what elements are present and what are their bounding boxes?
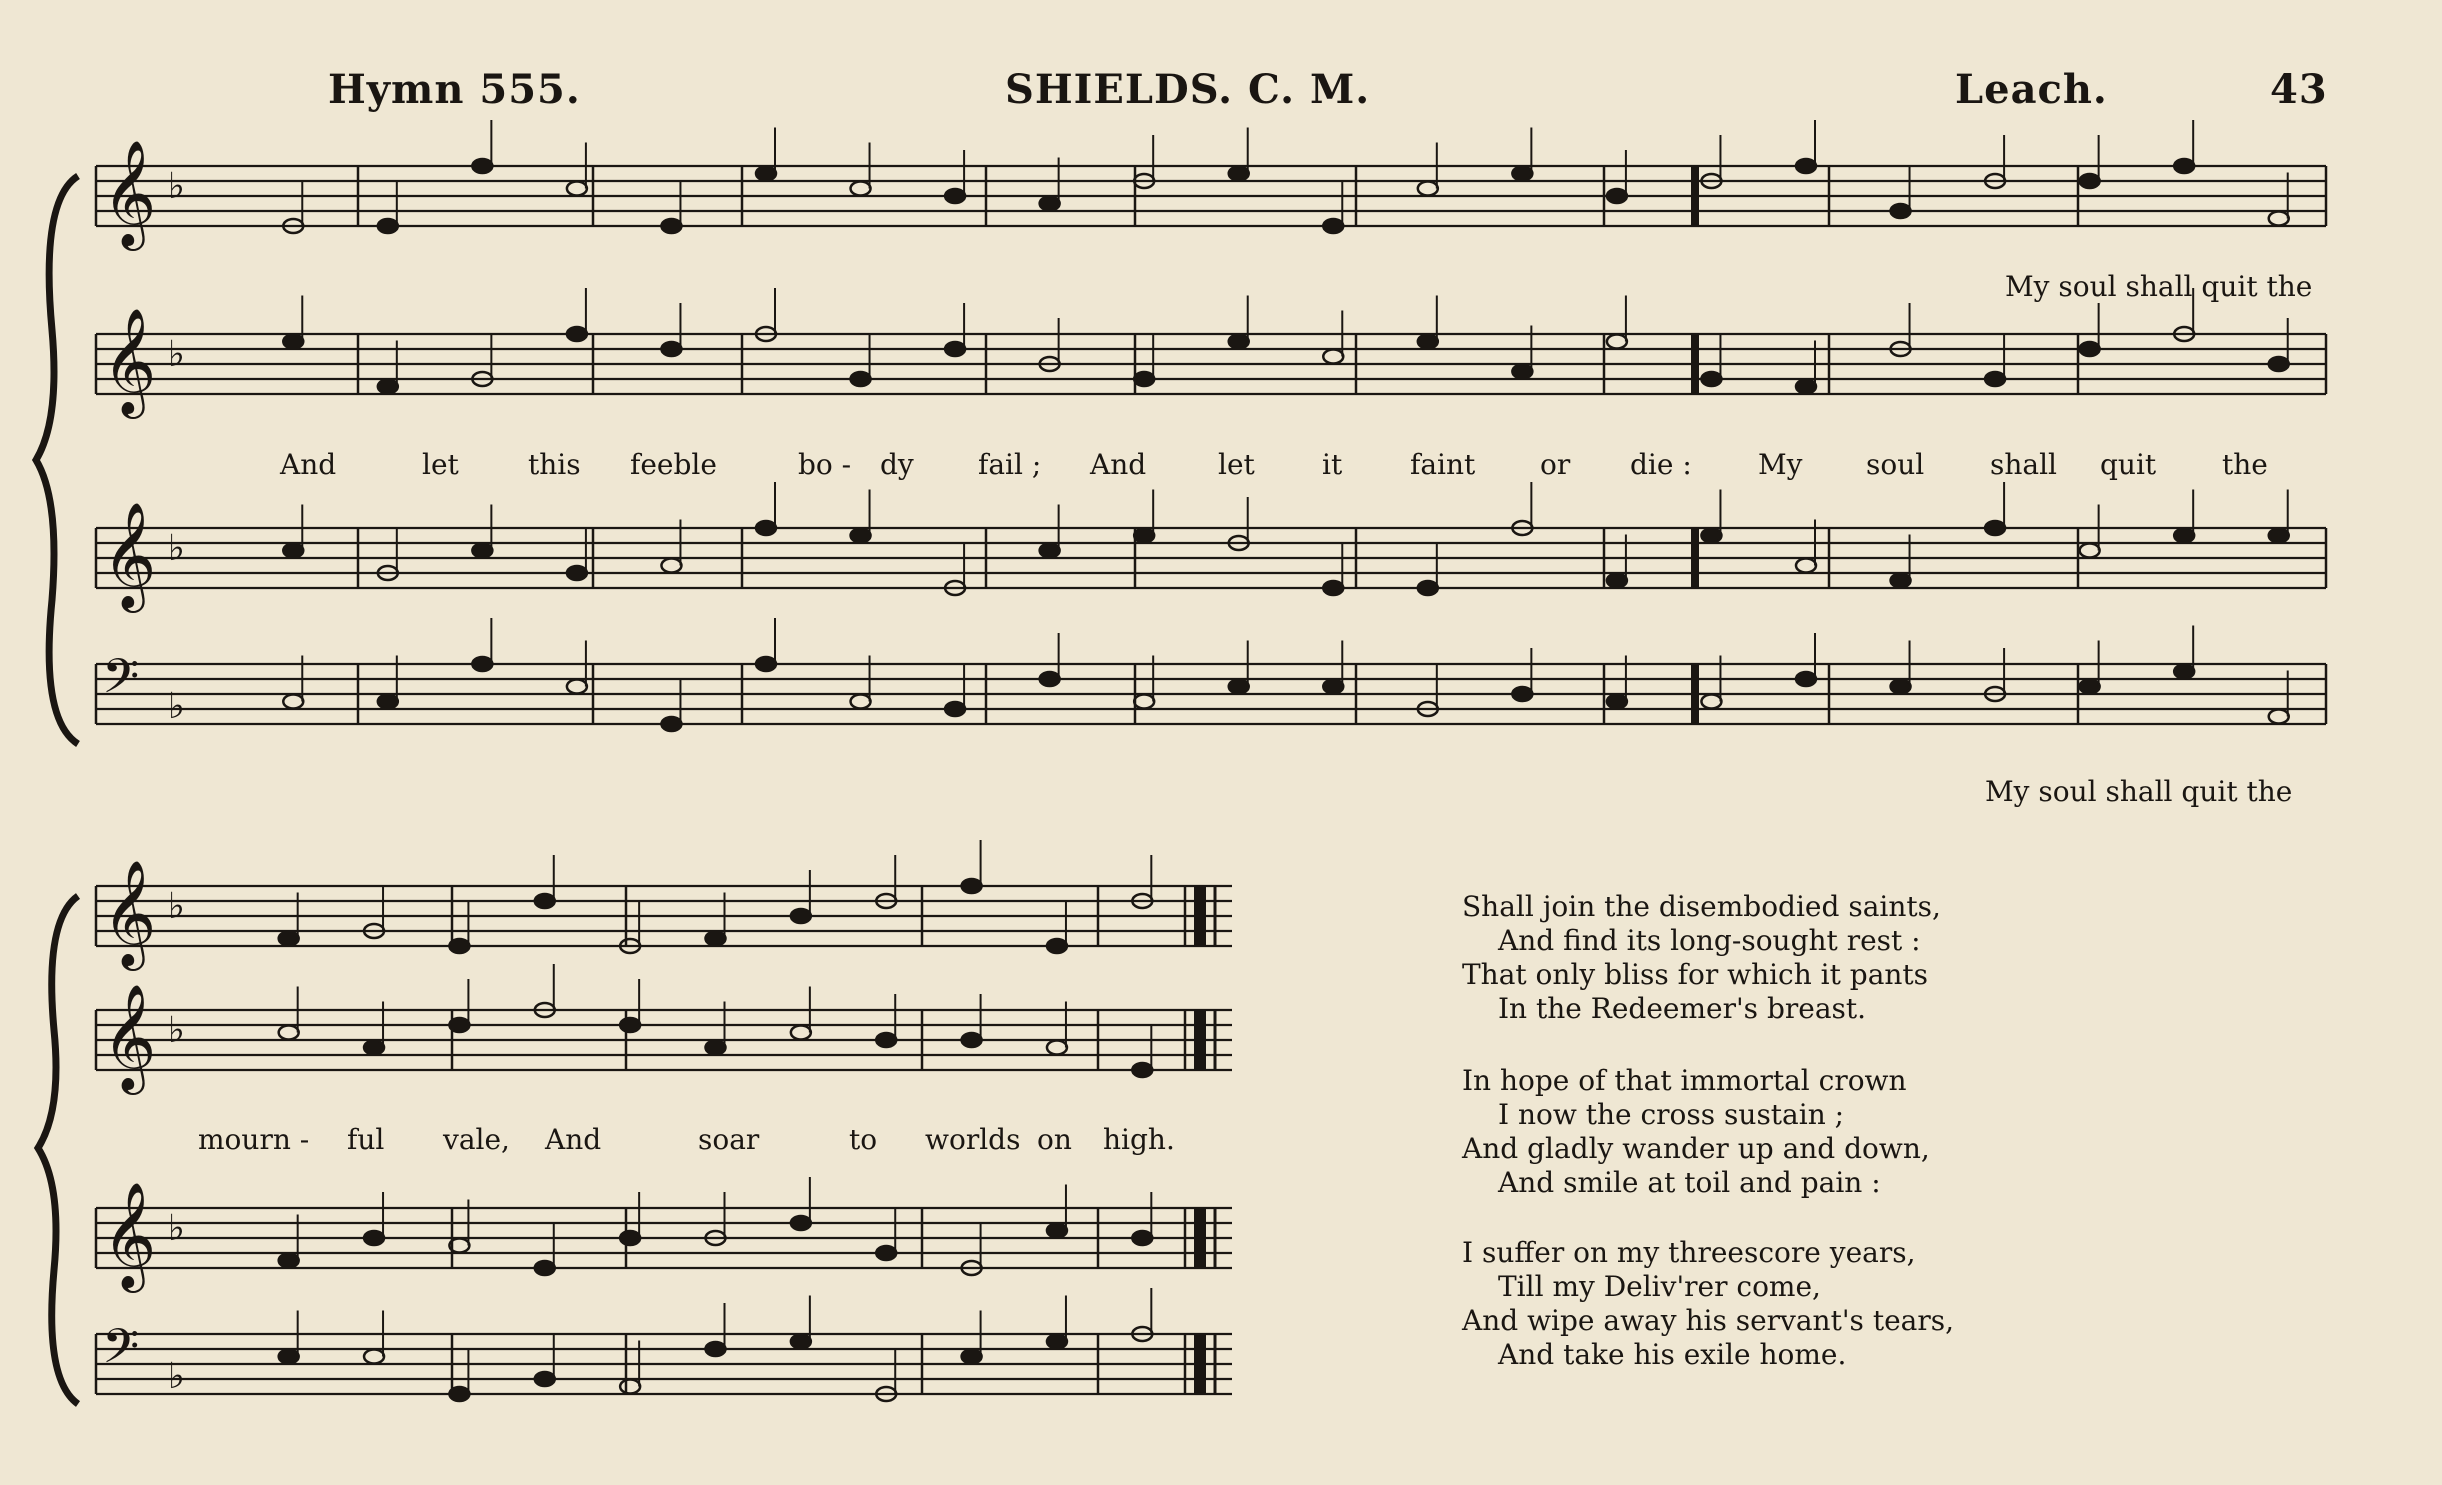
note-head	[1607, 574, 1627, 588]
note-head	[283, 695, 303, 709]
note-head	[1040, 544, 1060, 558]
verse-stanza	[1462, 1064, 1930, 1200]
note-head	[1512, 365, 1532, 379]
note-head	[851, 695, 871, 709]
double-barline	[1691, 166, 1699, 226]
verse-line: Shall join the disembodied saints,	[1462, 890, 1941, 923]
note-head	[2269, 212, 2289, 226]
note-head	[364, 1350, 384, 1364]
note-head	[567, 566, 587, 580]
note-head	[1134, 372, 1154, 386]
treble-clef-icon: 𝄞	[102, 307, 157, 414]
lyric-word: And	[280, 448, 337, 481]
flat-icon: ♭	[168, 686, 185, 727]
tune-name: SHIELDS. C. M.	[1005, 66, 1371, 113]
note-head	[1796, 159, 1816, 173]
note-head	[851, 372, 871, 386]
note-head	[620, 1380, 640, 1394]
verse-line: And smile at toil and pain :	[1498, 1166, 1881, 1199]
double-barline	[1691, 334, 1699, 394]
verse-stanza	[1462, 890, 1941, 1026]
note-head	[1985, 372, 2005, 386]
note-head	[1047, 1224, 1067, 1238]
note-head	[364, 1041, 384, 1055]
verse-line: In the Redeemer's breast.	[1498, 992, 1867, 1025]
lyric-word: to	[849, 1123, 878, 1156]
note-head	[1985, 521, 2005, 535]
lyric-word: shall	[1990, 448, 2058, 481]
lyric-word: faint	[1410, 448, 1476, 481]
note-head	[1701, 372, 1721, 386]
composer: Leach.	[1955, 66, 2108, 113]
note-head	[283, 544, 303, 558]
note-head	[1796, 380, 1816, 394]
lyric-word: it	[1322, 448, 1343, 481]
lyric-word: And	[1090, 448, 1147, 481]
flat-icon: ♭	[168, 1010, 185, 1051]
note-head	[2174, 529, 2194, 543]
note-head	[472, 657, 492, 671]
note-head	[2080, 342, 2100, 356]
note-head	[1701, 529, 1721, 543]
note-head	[876, 1246, 896, 1260]
note-head	[620, 1018, 640, 1032]
bass-clef-icon: 𝄢	[102, 648, 140, 716]
note-head	[2174, 159, 2194, 173]
note-head	[661, 219, 681, 233]
verse-line: In hope of that immortal crown	[1462, 1064, 1907, 1097]
note-head	[1040, 672, 1060, 686]
note-head	[1512, 687, 1532, 701]
note-head	[1607, 189, 1627, 203]
note-head	[2269, 357, 2289, 371]
note-head	[1891, 680, 1911, 694]
final-barline	[1194, 1334, 1206, 1394]
note-head	[535, 894, 555, 908]
note-head	[620, 1231, 640, 1245]
note-head	[449, 939, 469, 953]
note-head	[1323, 581, 1343, 595]
note-head	[945, 189, 965, 203]
lyric-word: vale,	[443, 1123, 510, 1156]
note-head	[1323, 680, 1343, 694]
note-head	[378, 695, 398, 709]
lyric-word: die :	[1630, 448, 1692, 481]
note-head	[1047, 1335, 1067, 1349]
lyric-word: let	[1218, 448, 1255, 481]
note-head	[449, 1018, 469, 1032]
page-number: 43	[2270, 66, 2328, 113]
note-head	[661, 559, 681, 573]
final-barline	[1194, 1010, 1206, 1070]
note-head	[1040, 197, 1060, 211]
lyric-word: feeble	[630, 448, 717, 481]
note-head	[962, 1350, 982, 1364]
final-barline	[1194, 1208, 1206, 1268]
note-head	[756, 521, 776, 535]
lyric-word: let	[422, 448, 459, 481]
verse-stanza	[1462, 1236, 1954, 1372]
note-head	[706, 1342, 726, 1356]
note-head	[962, 879, 982, 893]
verse-line: And wipe away his servant's tears,	[1462, 1304, 1954, 1337]
note-head	[1607, 335, 1627, 349]
note-head	[535, 1372, 555, 1386]
flat-icon: ♭	[168, 166, 185, 207]
brace-icon	[38, 896, 78, 1404]
treble-clef-icon: 𝄞	[102, 501, 157, 608]
note-head	[2080, 544, 2100, 558]
lyric-word: ful	[347, 1123, 385, 1156]
treble-clef-icon: 𝄞	[102, 139, 157, 246]
note-head	[1607, 695, 1627, 709]
verse-line: And take his exile home.	[1498, 1338, 1847, 1371]
note-head	[2080, 174, 2100, 188]
verse-line: I suffer on my threescore years,	[1462, 1236, 1916, 1269]
verse-line: I now the cross sustain ;	[1498, 1098, 1845, 1131]
lyric-word: And	[545, 1123, 602, 1156]
note-head	[1891, 204, 1911, 218]
note-head	[1047, 939, 1067, 953]
note-head	[661, 342, 681, 356]
lyric-word: worlds	[925, 1123, 1021, 1156]
note-head	[661, 717, 681, 731]
note-head	[567, 680, 587, 694]
flat-icon: ♭	[168, 1356, 185, 1397]
note-head	[378, 219, 398, 233]
note-head	[535, 1261, 555, 1275]
lyric-word: soul	[1866, 448, 1925, 481]
lyric-word: on	[1037, 1123, 1072, 1156]
brace-icon	[36, 176, 78, 744]
note-head	[876, 1033, 896, 1047]
verse-line: Till my Deliv'rer come,	[1498, 1270, 1821, 1303]
note-head	[1418, 581, 1438, 595]
lyric-word: soar	[698, 1123, 760, 1156]
lyric-word: this	[528, 448, 581, 481]
note-head	[945, 702, 965, 716]
note-head	[279, 932, 299, 946]
note-head	[472, 544, 492, 558]
note-head	[2080, 680, 2100, 694]
note-head	[791, 909, 811, 923]
note-head	[1229, 167, 1249, 181]
lyric-word: dy	[880, 448, 914, 481]
treble-clef-icon: 𝄞	[102, 983, 157, 1090]
hymn-number: Hymn 555.	[328, 66, 581, 113]
verse-line: And gladly wander up and down,	[1462, 1132, 1930, 1165]
note-head	[1323, 350, 1343, 364]
note-head	[2174, 665, 2194, 679]
note-head	[1134, 695, 1154, 709]
note-head	[364, 1231, 384, 1245]
verse-line: That only bliss for which it pants	[1462, 958, 1929, 991]
note-head	[756, 167, 776, 181]
double-barline	[1691, 664, 1699, 724]
note-head	[1229, 680, 1249, 694]
note-head	[2269, 710, 2289, 724]
note-head	[279, 1254, 299, 1268]
note-head	[1134, 529, 1154, 543]
note-head	[378, 380, 398, 394]
note-head	[945, 342, 965, 356]
note-head	[1047, 1041, 1067, 1055]
note-head	[1418, 182, 1438, 196]
note-head	[1796, 672, 1816, 686]
note-head	[851, 529, 871, 543]
note-head	[1701, 695, 1721, 709]
flat-icon: ♭	[168, 528, 185, 569]
note-head	[706, 1041, 726, 1055]
note-head	[791, 1026, 811, 1040]
note-head	[756, 657, 776, 671]
note-head	[279, 1026, 299, 1040]
note-head	[567, 182, 587, 196]
lyric-word: fail ;	[978, 448, 1042, 481]
note-head	[1132, 1063, 1152, 1077]
cue-lyric-treble: My soul shall quit the	[2005, 270, 2313, 303]
note-head	[706, 932, 726, 946]
flat-icon: ♭	[168, 886, 185, 927]
final-barline	[1194, 886, 1206, 946]
lyric-word: My	[1758, 448, 1803, 481]
cue-lyric-bass: My soul shall quit the	[1985, 775, 2293, 808]
note-head	[1323, 219, 1343, 233]
flat-icon: ♭	[168, 334, 185, 375]
lyric-word: or	[1540, 448, 1571, 481]
note-head	[567, 327, 587, 341]
note-head	[279, 1350, 299, 1364]
note-head	[1229, 335, 1249, 349]
lyric-word: bo -	[798, 448, 852, 481]
note-head	[962, 1033, 982, 1047]
lyric-word: high.	[1103, 1123, 1175, 1156]
note-head	[2269, 529, 2289, 543]
lyric-word: quit	[2100, 448, 2157, 481]
bass-clef-icon: 𝄢	[102, 1318, 140, 1386]
note-head	[1512, 167, 1532, 181]
flat-icon: ♭	[168, 1208, 185, 1249]
lyric-word: the	[2222, 448, 2268, 481]
double-barline	[1691, 528, 1699, 588]
note-head	[1796, 559, 1816, 573]
verse-line: And find its long-sought rest :	[1498, 924, 1921, 957]
treble-clef-icon: 𝄞	[102, 1181, 157, 1288]
treble-clef-icon: 𝄞	[102, 859, 157, 966]
note-head	[472, 159, 492, 173]
lyric-word: mourn -	[198, 1123, 310, 1156]
note-head	[851, 182, 871, 196]
note-head	[1132, 1231, 1152, 1245]
note-head	[1891, 574, 1911, 588]
note-head	[791, 1335, 811, 1349]
note-head	[283, 335, 303, 349]
note-head	[791, 1216, 811, 1230]
note-head	[449, 1387, 469, 1401]
note-head	[1418, 335, 1438, 349]
